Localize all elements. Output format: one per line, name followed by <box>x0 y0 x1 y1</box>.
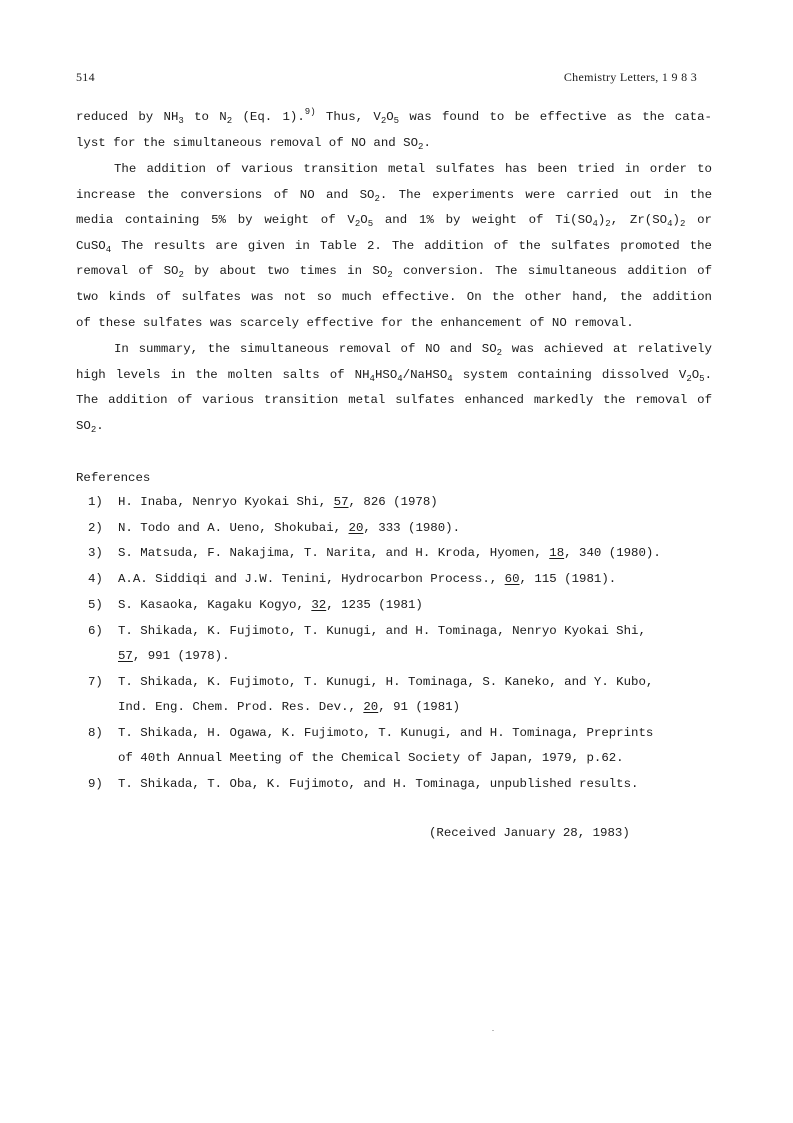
reference-text: H. Inaba, Nenryo Kyokai Shi, 57, 826 (1978) <box>118 495 438 509</box>
reference-number: 1) <box>88 495 103 509</box>
reference-number: 2) <box>88 521 103 535</box>
text-line: $SO_2$. <box>76 418 104 435</box>
text-line: media containing 5% by weight of $V_2O_5$ and 1% by weight of $Ti(SO_4)_2$, $Zr(SO_4)_2$ or <box>76 213 712 230</box>
reference-number: 8) <box>88 726 103 740</box>
reference-text: T. Shikada, T. Oba, K. Fujimoto, and H. Tominaga, unpublished results. <box>118 777 639 791</box>
reference-text-continued: 57, 991 (1978). <box>118 649 230 663</box>
reference-text: N. Todo and A. Ueno, Shokubai, 20, 333 (1980). <box>118 521 461 535</box>
received-date: (Received January 28, 1983) <box>429 826 630 840</box>
text-line: two kinds of sulfates was not so much effective. On the other hand, the addition <box>76 289 712 304</box>
journal-header: Chemistry Letters, 1 9 8 3 <box>563 70 697 84</box>
paragraph-continuation <box>76 105 712 156</box>
reference-text: S. Matsuda, F. Nakajima, T. Narita, and H. Kroda, Hyomen, 18, 340 (1980). <box>118 546 661 560</box>
page-number: 514 <box>76 70 95 84</box>
reference-text: S. Kasaoka, Kagaku Kogyo, 32, 1235 (1981) <box>118 598 423 612</box>
reference-text-continued: Ind. Eng. Chem. Prod. Res. Dev., 20, 91 (1981) <box>118 700 461 714</box>
scan-speck <box>492 1030 494 1031</box>
text-line: of these sulfates was scarcely effective for the enhancement of NO removal. <box>76 315 634 330</box>
text-line: The addition of various transition metal sulfates enhanced markedly the removal of <box>76 393 712 408</box>
reference-number: 5) <box>88 598 103 612</box>
text-line: high levels in the molten salts of $NH_4HSO_4/NaHSO_4$ system containing dissolved $V_2O_5$. <box>76 367 712 384</box>
reference-text: T. Shikada, K. Fujimoto, T. Kunugi, H. Tominaga, S. Kaneko, and Y. Kubo, <box>118 675 654 689</box>
reference-number: 4) <box>88 572 103 586</box>
paragraph-sulfates <box>76 157 712 336</box>
references-heading: References <box>76 471 151 485</box>
reference-text: T. Shikada, K. Fujimoto, T. Kunugi, and H. Tominaga, Nenryo Kyokai Shi, <box>118 624 646 638</box>
reference-number: 9) <box>88 777 103 791</box>
reference-number: 7) <box>88 675 103 689</box>
reference-text: T. Shikada, H. Ogawa, K. Fujimoto, T. Kunugi, and H. Tominaga, Preprints <box>118 726 654 740</box>
paragraph-summary <box>76 337 712 439</box>
text-line: lyst for the simultaneous removal of NO and $SO_2$. <box>76 135 431 152</box>
text-line: increase the conversions of NO and $SO_2$. The experiments were carried out in the <box>76 187 713 204</box>
text-line: In summary, the simultaneous removal of NO and $SO_2$ was achieved at relatively <box>114 342 712 358</box>
text-line: reduced by $NH_3$ to $N_2$ (Eq. 1).$^{9)}$ Thus, $V_2O_5$ was found to be effective as the cata- <box>76 107 712 126</box>
text-line: CuSO$_4$ The results are given in Table 2. The addition of the sulfates promoted the <box>76 238 712 255</box>
reference-number: 3) <box>88 546 103 560</box>
reference-text-continued: of 40th Annual Meeting of the Chemical Society of Japan, 1979, p.62. <box>118 751 624 765</box>
reference-text: A.A. Siddiqi and J.W. Tenini, Hydrocarbon Process., 60, 115 (1981). <box>118 572 617 586</box>
text-line: removal of $SO_2$ by about two times in $SO_2$ conversion. The simultaneous addition of <box>76 264 713 281</box>
text-line: The addition of various transition metal sulfates has been tried in order to <box>114 162 712 176</box>
reference-number: 6) <box>88 624 103 638</box>
